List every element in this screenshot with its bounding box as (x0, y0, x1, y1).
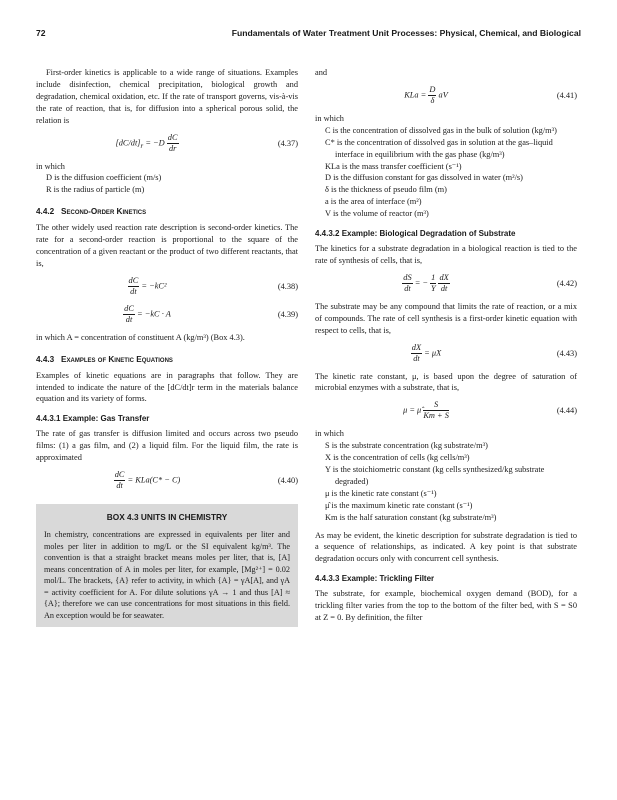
page-number: 72 (36, 28, 46, 38)
equation-4-41 (315, 85, 577, 107)
definition-item: μ is the kinetic rate constant (s⁻¹) (325, 488, 437, 498)
equation-lhs: KLa = (404, 90, 427, 100)
info-box (36, 504, 298, 628)
fraction-numerator: dX (411, 342, 422, 352)
equation-number: (4.41) (556, 90, 577, 100)
section-title: Examples of Kinetic Equations (61, 354, 173, 364)
box-text: In chemistry, concentrations are expressed in equivalents per liter and moles per liter in addition to mg/L or the SI equivalent kg/m³. The convention is that a straight bracket means moles per liter, that is, [A] means concentration of A in moles per liter, for example, [Mg²⁺] = 0.02 mol/L. The brackets, {A} refer to activity, in which {A} = γA[A], and γA = activity coefficient for A. For dilute solutions γA → 1 and thus [A] ≈ {A}; therefore we can use concentrations for most situations in this field. An exception would be for seawater. (44, 530, 290, 620)
running-title: Fundamentals of Water Treatment Unit Processes: Physical, Chemical, and Biological (231, 28, 581, 38)
definition-item: δ is the thickness of pseudo film (m) (325, 185, 447, 195)
definition-item: μ̂ is the maximum kinetic rate constant (s⁻¹) (325, 500, 473, 510)
fraction-denominator: dr (168, 143, 177, 153)
fraction-denominator: Km + S (423, 411, 449, 421)
fraction-numerator: S (423, 400, 449, 411)
fraction-numerator: dC (124, 303, 134, 313)
subsection-heading: 4.4.3.3 Example: Trickling Filter (315, 574, 435, 584)
definition-item: KLa is the mass transfer coefficient (s⁻¹) (325, 161, 462, 171)
equation-number: (4.43) (556, 348, 577, 358)
definition-item: D is the diffusion constant for gas dissolved in water (m²/s) (325, 173, 523, 183)
fraction-denominator: dt (404, 283, 411, 293)
fraction-numerator: dC (114, 469, 125, 479)
equation-4-40 (36, 470, 298, 492)
equation-4-38 (36, 276, 298, 298)
fraction-numerator: dX (439, 272, 449, 282)
definition-item: R is the radius of particle (m) (46, 185, 145, 195)
in-which-label: in which (315, 429, 344, 439)
subsection-heading: 4.4.3.2 Example: Biological Degradation of Substrate (315, 229, 516, 239)
fraction-denominator: dt (125, 314, 133, 324)
definition-item: X is the concentration of cells (kg cells/m³) (325, 453, 470, 463)
paragraph: The kinetic rate constant, μ, is based upon the degree of saturation of microbial enzymes with a substrate, that is, (315, 371, 577, 393)
definition-item: V is the volume of reactor (m³) (325, 209, 429, 219)
fraction-numerator: 1 (431, 272, 436, 282)
fraction-denominator: dt (116, 480, 123, 490)
equation-operator: = − (414, 278, 429, 288)
paragraph: The kinetics for a substrate degradation in a biological reaction is tied to the rate of synthesis of cells, that is, (315, 243, 577, 265)
equation-rhs: = KLa(C* − C) (127, 475, 181, 485)
paragraph: and (315, 68, 328, 77)
equation-number: (4.39) (277, 309, 298, 319)
equation-4-37 (36, 133, 298, 155)
fraction-numerator: D (429, 84, 436, 94)
equation-number: (4.38) (277, 281, 298, 291)
definition-item: C is the concentration of dissolved gas in the bulk of solution (kg/m³) (325, 125, 557, 135)
fraction-denominator: dt (413, 353, 420, 363)
section-number: 4.4.2 (36, 207, 55, 217)
left-column (36, 67, 298, 627)
equation-4-44 (315, 400, 577, 422)
equation-rhs: = −D (145, 137, 165, 147)
equation-rhs: = μX (424, 347, 442, 357)
paragraph: As may be evident, the kinetic description for substrate degradation is tied to a sequence of relationships, as indicated. A key point is that substrate degradation occurs only with concurrent cell synthesis. (315, 530, 577, 564)
section-number: 4.4.3 (36, 354, 55, 364)
definition-list (36, 172, 298, 196)
in-which-label: in which (315, 113, 344, 123)
equation-rhs: = −kC · A (137, 309, 171, 319)
paragraph: The substrate, for example, biochemical oxygen demand (BOD), for a trickling filter varies from the top to the bottom of the filter bed, with S = S0 at Z = 0. By definition, the filter (315, 589, 577, 622)
definition-item: S is the substrate concentration (kg substrate/m³) (325, 441, 488, 451)
definition-list (315, 440, 577, 523)
fraction-numerator: dS (403, 272, 412, 282)
right-column (315, 67, 577, 624)
paragraph: in which A = concentration of constituent A (kg/m³) (Box 4.3). (36, 332, 245, 342)
paragraph: The other widely used reaction rate description is second-order kinetics. The rate for a second-order reaction is proportional to the square of the concentration of a given reactant or the product of two different reactants, that is, (36, 223, 298, 268)
fraction-denominator: dt (440, 283, 448, 293)
paragraph: The substrate may be any compound that limits the rate of reaction, or a mix of compounds. The rate of cell synthesis is a first-order kinetic equation with respect to cells, that is, (315, 301, 577, 335)
equation-subscript: r (140, 141, 144, 150)
section-heading (36, 206, 298, 218)
box-title: BOX 4.3 UNITS IN CHEMISTRY (106, 511, 228, 522)
definition-item: a is the area of interface (m²) (325, 197, 422, 207)
equation-number: (4.44) (556, 406, 577, 416)
equation-rhs: aV (438, 90, 448, 100)
section-heading (36, 354, 298, 366)
equation-lhs: [dC/dt] (115, 137, 141, 147)
definition-item: Km is the half saturation constant (kg substrate/m³) (325, 512, 497, 522)
paragraph: Examples of kinetic equations are in paragraphs that follow. They are intended to indicate the nature of the [dC/dt]r term in the materials balance equation and its variety of forms. (36, 370, 298, 404)
equation-number: (4.37) (277, 138, 298, 148)
definition-item: Y is the stoichiometric constant (kg cells synthesized/kg substrate degraded) (325, 465, 545, 486)
equation-4-43 (315, 343, 577, 365)
subsection-heading: 4.4.3.1 Example: Gas Transfer (36, 414, 150, 424)
paragraph: The rate of gas transfer is diffusion limited and occurs across two pseudo films: (1) a gas film, and (2) a liquid film. For the liquid film, the rate is approximated (36, 429, 298, 463)
equation-number: (4.40) (277, 475, 298, 485)
fraction-numerator: dC (167, 132, 178, 142)
fraction-denominator: Y (430, 283, 436, 293)
equation-lhs: μ = μ̂ (403, 405, 422, 415)
fraction-numerator: dC (128, 275, 139, 285)
fraction-denominator: δ (430, 95, 435, 105)
equation-4-39 (36, 304, 298, 326)
section-title: Second-Order Kinetics (61, 207, 147, 217)
in-which-label: in which (36, 161, 65, 171)
equation-number: (4.42) (556, 278, 577, 288)
equation-rhs: = −kC² (141, 281, 167, 291)
equation-4-42 (315, 273, 577, 295)
definition-list (315, 125, 577, 220)
paragraph: First-order kinetics is applicable to a wide range of situations. Examples include disinfection, chemical precipitation, biological growth and degradation, chemical oxidation, etc. If the rate of transport governs, vis-à-vis the rate of reaction, that is, for diffusion into a spherical porous solid, the relation is (36, 68, 298, 125)
fraction-denominator: dt (130, 286, 137, 296)
definition-item: D is the diffusion coefficient (m/s) (46, 173, 162, 183)
definition-item: C* is the concentration of dissolved gas in solution at the gas–liquid interface in equilibrium with the gas phase (kg/m³) (325, 137, 553, 159)
